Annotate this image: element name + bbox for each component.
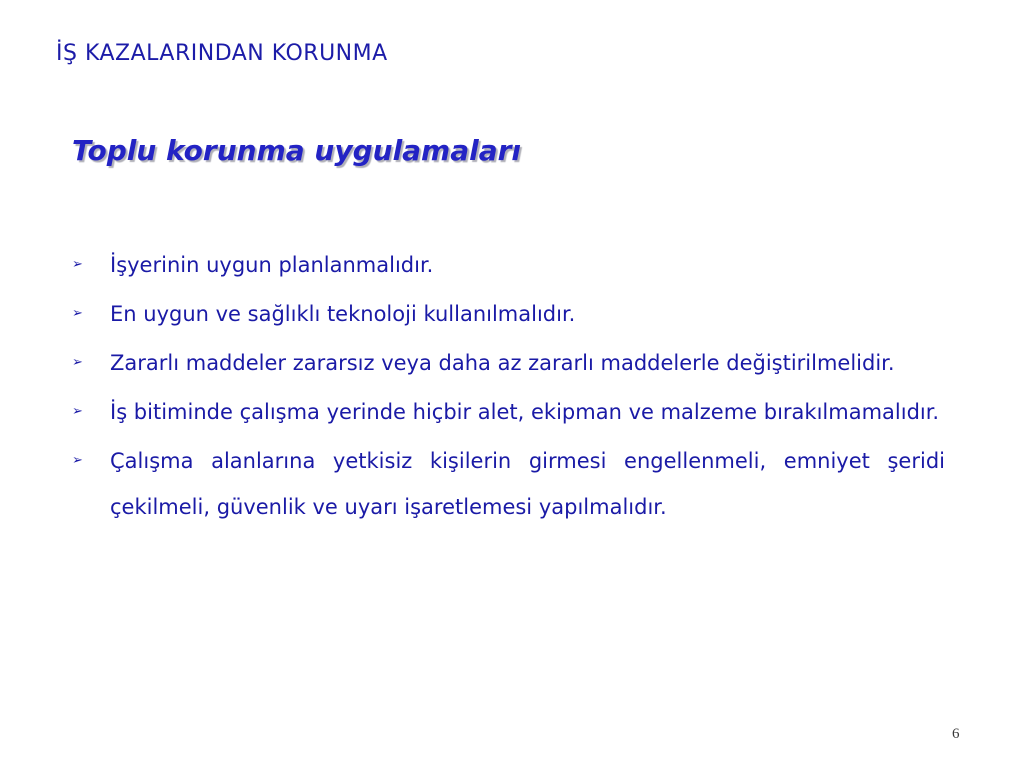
arrow-bullet-icon: ➢ — [72, 404, 83, 419]
bullet-text: En uygun ve sağlıklı teknoloji kullanılmalıdır. — [110, 302, 576, 326]
arrow-bullet-icon: ➢ — [72, 257, 83, 272]
list-item — [70, 340, 945, 386]
list-item — [70, 389, 945, 435]
arrow-bullet-icon: ➢ — [72, 355, 83, 370]
bullet-text: Zararlı maddeler zararsız veya daha az zararlı maddelerle değiştirilmelidir. — [110, 351, 895, 375]
list-item — [70, 291, 945, 337]
slide-subtitle: Toplu korunma uygulamaları — [72, 134, 522, 167]
bullet-list — [70, 242, 945, 533]
bullet-text: İşyerinin uygun planlanmalıdır. — [110, 253, 434, 277]
arrow-bullet-icon: ➢ — [72, 453, 83, 468]
page-number: 6 — [952, 726, 960, 742]
list-item — [70, 438, 945, 530]
list-item — [70, 242, 945, 288]
slide-header: İŞ KAZALARINDAN KORUNMA — [56, 41, 388, 66]
bullet-text: İş bitiminde çalışma yerinde hiçbir alet, ekipman ve malzeme bırakılmamalıdır. — [110, 400, 940, 424]
bullet-text: Çalışma alanlarına yetkisiz kişilerin girmesi engellenmeli, emniyet şeridi çekilmeli, güvenlik ve uyarı işaretlemesi yapılmalıdır. — [110, 449, 945, 519]
arrow-bullet-icon: ➢ — [72, 306, 83, 321]
